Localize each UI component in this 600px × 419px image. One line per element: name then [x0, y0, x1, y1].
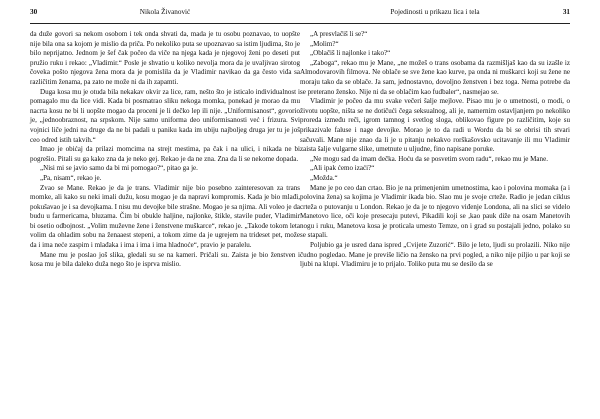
left-page-header	[30, 6, 300, 24]
right-page-body	[300, 30, 570, 270]
left-paragraph: „Pa, nisam“, rekao je.	[40, 173, 102, 182]
left-page	[30, 0, 300, 419]
left-page-number: 30	[30, 8, 38, 16]
right-paragraph: „Zaboga“, rekao mu je Mane, „ne možeš o trans osobama da razmišljaš kao da su izašle iz Almodovarovih filmova. Ne oblače se sve žene kao kurve, pa onda ni muškarci koji su žene ne moraju tako da se oblače. Ja sam, jednostavno, dovoljno ženstven i bez toga. Nema potrebe da se preterano ženskо. Nije ni da se oblačim kao fudbaler“, nasmejao se.	[300, 58, 570, 96]
left-paragraph: da duže govori sa nekom osobom i tek onda shvati da, mada je tu osobu poznavao, to uopšte nije bila ona sa kojom je mislio da priča. Po nekoliko puta se upoznavao sa istim ljudima, što je bilo neprijatno. Jednom je šef čak počeo da viče na njega kada je njegovoj ženi po deseti put pružio ruku i rekao: „Vladimir.“ Posle je shvatio u koliko nevolja mora da je uvaljivao sirotog čoveka pošto njegova žena mora da je pomislila da je Vladimir navikao da ga često viđa sa različitim ženama, pa zato ne može ni da ih zapamti.	[30, 30, 300, 86]
left-paragraph: Zvao se Mane. Rekao je da je trans. Vladimir nije bio posebno zainteresovan za trans momke, ali kako su neki imali dužu, kosu mogao je da napravi kompromis. Kada je bio mlađi, pokušavao je i sa devojkama. I nisu mu devojke bile strašne. Mogao je sa njima. Ali voleo je da budu u farmericama, bluzama. Čim bi obukle haljine, najlonke, štikle, stavile puder, Vladimir bi osetio odbojnost. „Volim muževne žene i ženstvene muškarce“, rekao je. „Takođe tokom leta volim da ohladim sobu na ženaaest stepeni, a tokom zime da je ugrejem na trideset pet, može da i ima neće zaspim i mlađaka i ima i ima i ima hladnoće“, pravio je paralelu.	[30, 183, 300, 250]
right-page-header	[300, 6, 570, 24]
right-page-number: 31	[562, 8, 570, 16]
right-paragraph: „Ali ipak ćemo izaći?“	[310, 164, 375, 173]
left-page-body	[30, 30, 300, 270]
right-paragraph: „Molim?“	[310, 39, 339, 48]
left-paragraph: Duga kosa mu je otuda bila nekakav okvir za lice, ram, nešto što je isticalo individualnost i pomagalo mu da lice vidi. Kada bi posmatrao sliku nekoga momka, ponekad je morao da mu nacrta kosu ne bi li uopšte mogao da proceni je li dečko lep ili nije. „Uniformisanost“, govorio je, „jednoobraznost, na srpskom. Nije samo uniforma deo uniformisanosti već i frizura. Svi vojnici liče jedni na druge da ne bi padali u paniku kada im ubiju najbolјeg druga jer tu je još ceo odred istih takvih.“	[30, 87, 300, 144]
left-paragraph: Mane mu je poslao još slika, gledali su se na kameri. Pričali su. Zaista je bio ženstven i kosa mu je bila daleko duža nego što je isprva mislio.	[30, 250, 300, 269]
right-paragraph: „Ne mogu sad da imam dečka. Hoću da se posvetim svom radu“, rekao mu je Mane.	[310, 154, 548, 163]
left-paragraph: „Nisi mi se javio samo da bi mi pomogao?“, pitao ga je.	[40, 164, 198, 173]
right-paragraph: Poljubio ga je usred dana ispred „Cvijete Zuzorić“. Bilo je leto, ljudi su prolazili. Niko nije čudno pogledao. Mane je previše ličio na ženskо na prvi pogled, a niko nije piljio u par koji se ljubi na klupi. Vladimiru je to prijalo. Toliko puta mu se desilo da se	[300, 241, 570, 269]
left-running-head: Nikola Živanović	[139, 8, 191, 16]
right-paragraph: Mane je po ceo dan crtao. Bio je na primenjenim umetnostima, kao i polovina momaka (a i polovina žena) sa kojima je Vladimir ikada bio. Slao mu je svoje crteže. Radio je jedan ciklus crteža o putovanju u London. Rekao je da je to njegovo viđenje Londona, ali na slici se videlo Manetovo lice, oči koje presecaju putevi, Pikadili koji se ,kao pauk diže na osam Manetovih nogu i ruku, Manetova kosa je proticala umesto Temze, on i grad su postajali jedno, polako su se stapali.	[300, 183, 570, 240]
left-paragraph: Imao je obićaj da prilazi momcima na streјt mestima, pa čak i na ulici, i nikada ne bi pogrešio. Pitali su ga kako zna da je neko gej. Rekao je da ne zna. Zna da li se nekome dopada.	[30, 145, 300, 163]
right-paragraph: Vladimir je počeo da mu svake večeri šalje mejlove. Pisao mu je o umetnosti, o modi, o životu uopšte, ništa se ne dotičući čega seksualnog, ali je, namernim ostavljanjem po nekoliko proreda između reči, igrom tamnog i svetlog sloga, oblikovao figure po različitim, koje su prikazivale faluse i nage devojke. Morao je to da radi u Wordu da bi se obrisi tih stvari sačuvali. Mane nije znao da li je u pitanju nekakvo rorškašovsko ucitavanje ili mu Vladimir zaista šalje vulgarne slike, umetnute u uljudne, fino napisane poruke.	[300, 97, 570, 154]
right-paragraph: „Oblačiš li najlonke i tako?“	[310, 49, 391, 58]
right-paragraph: „A presvlačiš li se?“	[310, 30, 368, 38]
right-page	[300, 0, 570, 419]
right-running-head: Pojedinosti u prikazu lica i tela	[390, 8, 480, 16]
right-paragraph: „Možda.“	[310, 173, 338, 182]
